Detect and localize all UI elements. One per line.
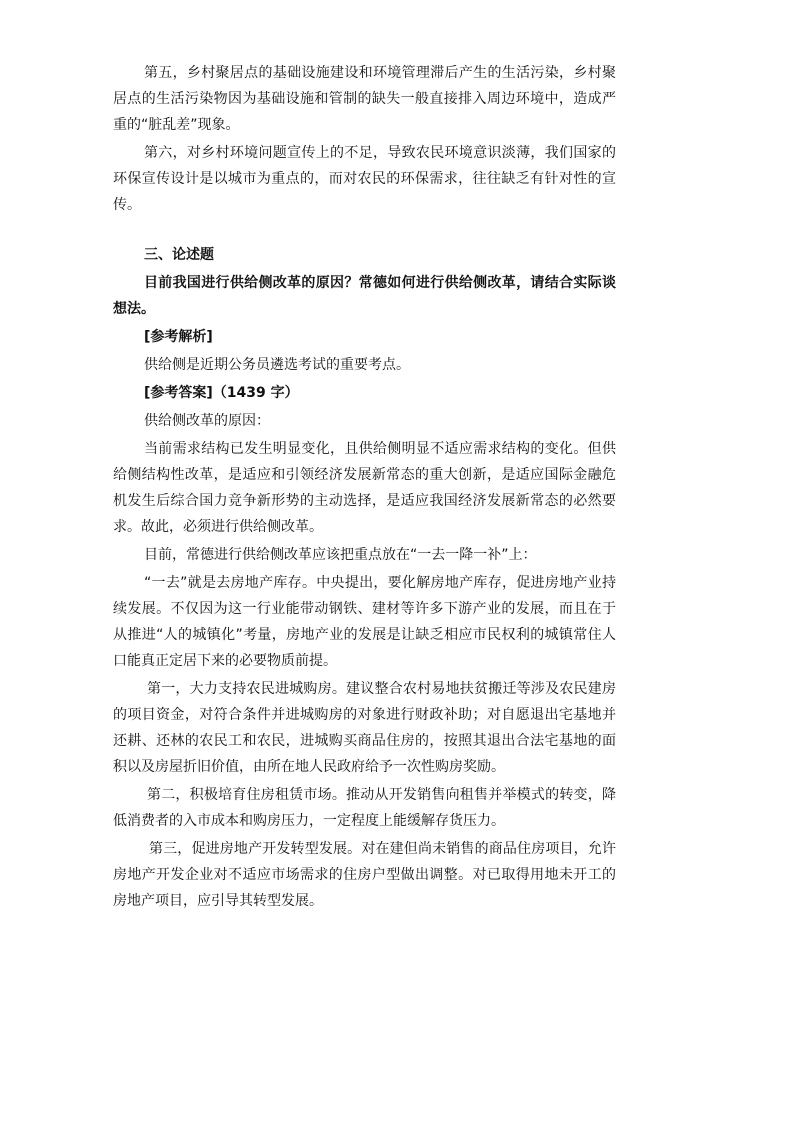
paragraph-destock: “一去”就是去房地产库存。中央提出，要化解房地产库存，促进房地产业持续发展。不仅因为这一行业能带动钢铁、建材等许多下游产业的发展，而且在于从推进“人的城镇化”考量，房地产业的发展是让缺乏相应市民权利的城镇常住人口能真正定居下来的必要物质前提。 <box>113 575 616 669</box>
section-title: 三、论述题 <box>144 247 214 263</box>
paragraph-focus: 目前，常德进行供给侧改革应该把重点放在“一去一降一补”上： <box>144 547 537 563</box>
paragraph-third-measure: 第三，促进房地产开发转型发展。对在建但尚未销售的商品住房项目，允许房地产开发企业对不适应市场需求的住房户型做出调整。对已取得用地未开工的房地产项目，应引导其转型发展。 <box>113 841 616 909</box>
section-spacer <box>113 220 616 242</box>
paragraph-demand-structure: 当前需求结构已发生明显变化，且供给侧明显不适应需求结构的变化。但供给侧结构性改革，是适应和引领经济发展新常态的重大创新，是适应国际金融危机发生后综合国力竞争新形势的主动选择，是适应我国经济发展新常态的必然要求。故此，必须进行供给侧改革。 <box>113 441 616 535</box>
analysis-text: 供给侧是近期公务员遴选考试的重要考点。 <box>144 357 410 373</box>
paragraph-second-measure: 第二，积极培育住房租赁市场。推动从开发销售向租售并举模式的转变，降低消费者的入市成本和购房压力，一定程度上能缓解存货压力。 <box>113 787 616 829</box>
document-page <box>113 60 616 916</box>
paragraph-first-measure: 第一，大力支持农民进城购房。建议整合农村易地扶贫搬迁等涉及农民建房的项目资金，对符合条件并进城购房的对象进行财政补助；对自愿退出宅基地并还耕、还林的农民工和农民，进城购买商品住房的，按照其退出合法宅基地的面积以及房屋折旧价值，由所在地人民政府给予一次性购房奖励。 <box>113 681 616 775</box>
paragraph-sixth-point: 第六，对乡村环境问题宣传上的不足，导致农民环境意识淡薄，我们国家的环保宣传设计是以城市为重点的，而对农民的环保需求，往往缺乏有针对性的宣传。 <box>113 145 616 213</box>
reason-heading: 供给侧改革的原因： <box>144 413 270 429</box>
paragraph-fifth-point: 第五，乡村聚居点的基础设施建设和环境管理滞后产生的生活污染，乡村聚居点的生活污染物因为基础设施和管制的缺失一般直接排入周边环境中，造成严重的“脏乱差”现象。 <box>113 65 616 133</box>
analysis-label: [参考解析] <box>144 329 213 345</box>
answer-label: [参考答案]（1439 字） <box>144 385 299 401</box>
essay-question: 目前我国进行供给侧改革的原因？常德如何进行供给侧改革，请结合实际谈想法。 <box>113 275 616 317</box>
